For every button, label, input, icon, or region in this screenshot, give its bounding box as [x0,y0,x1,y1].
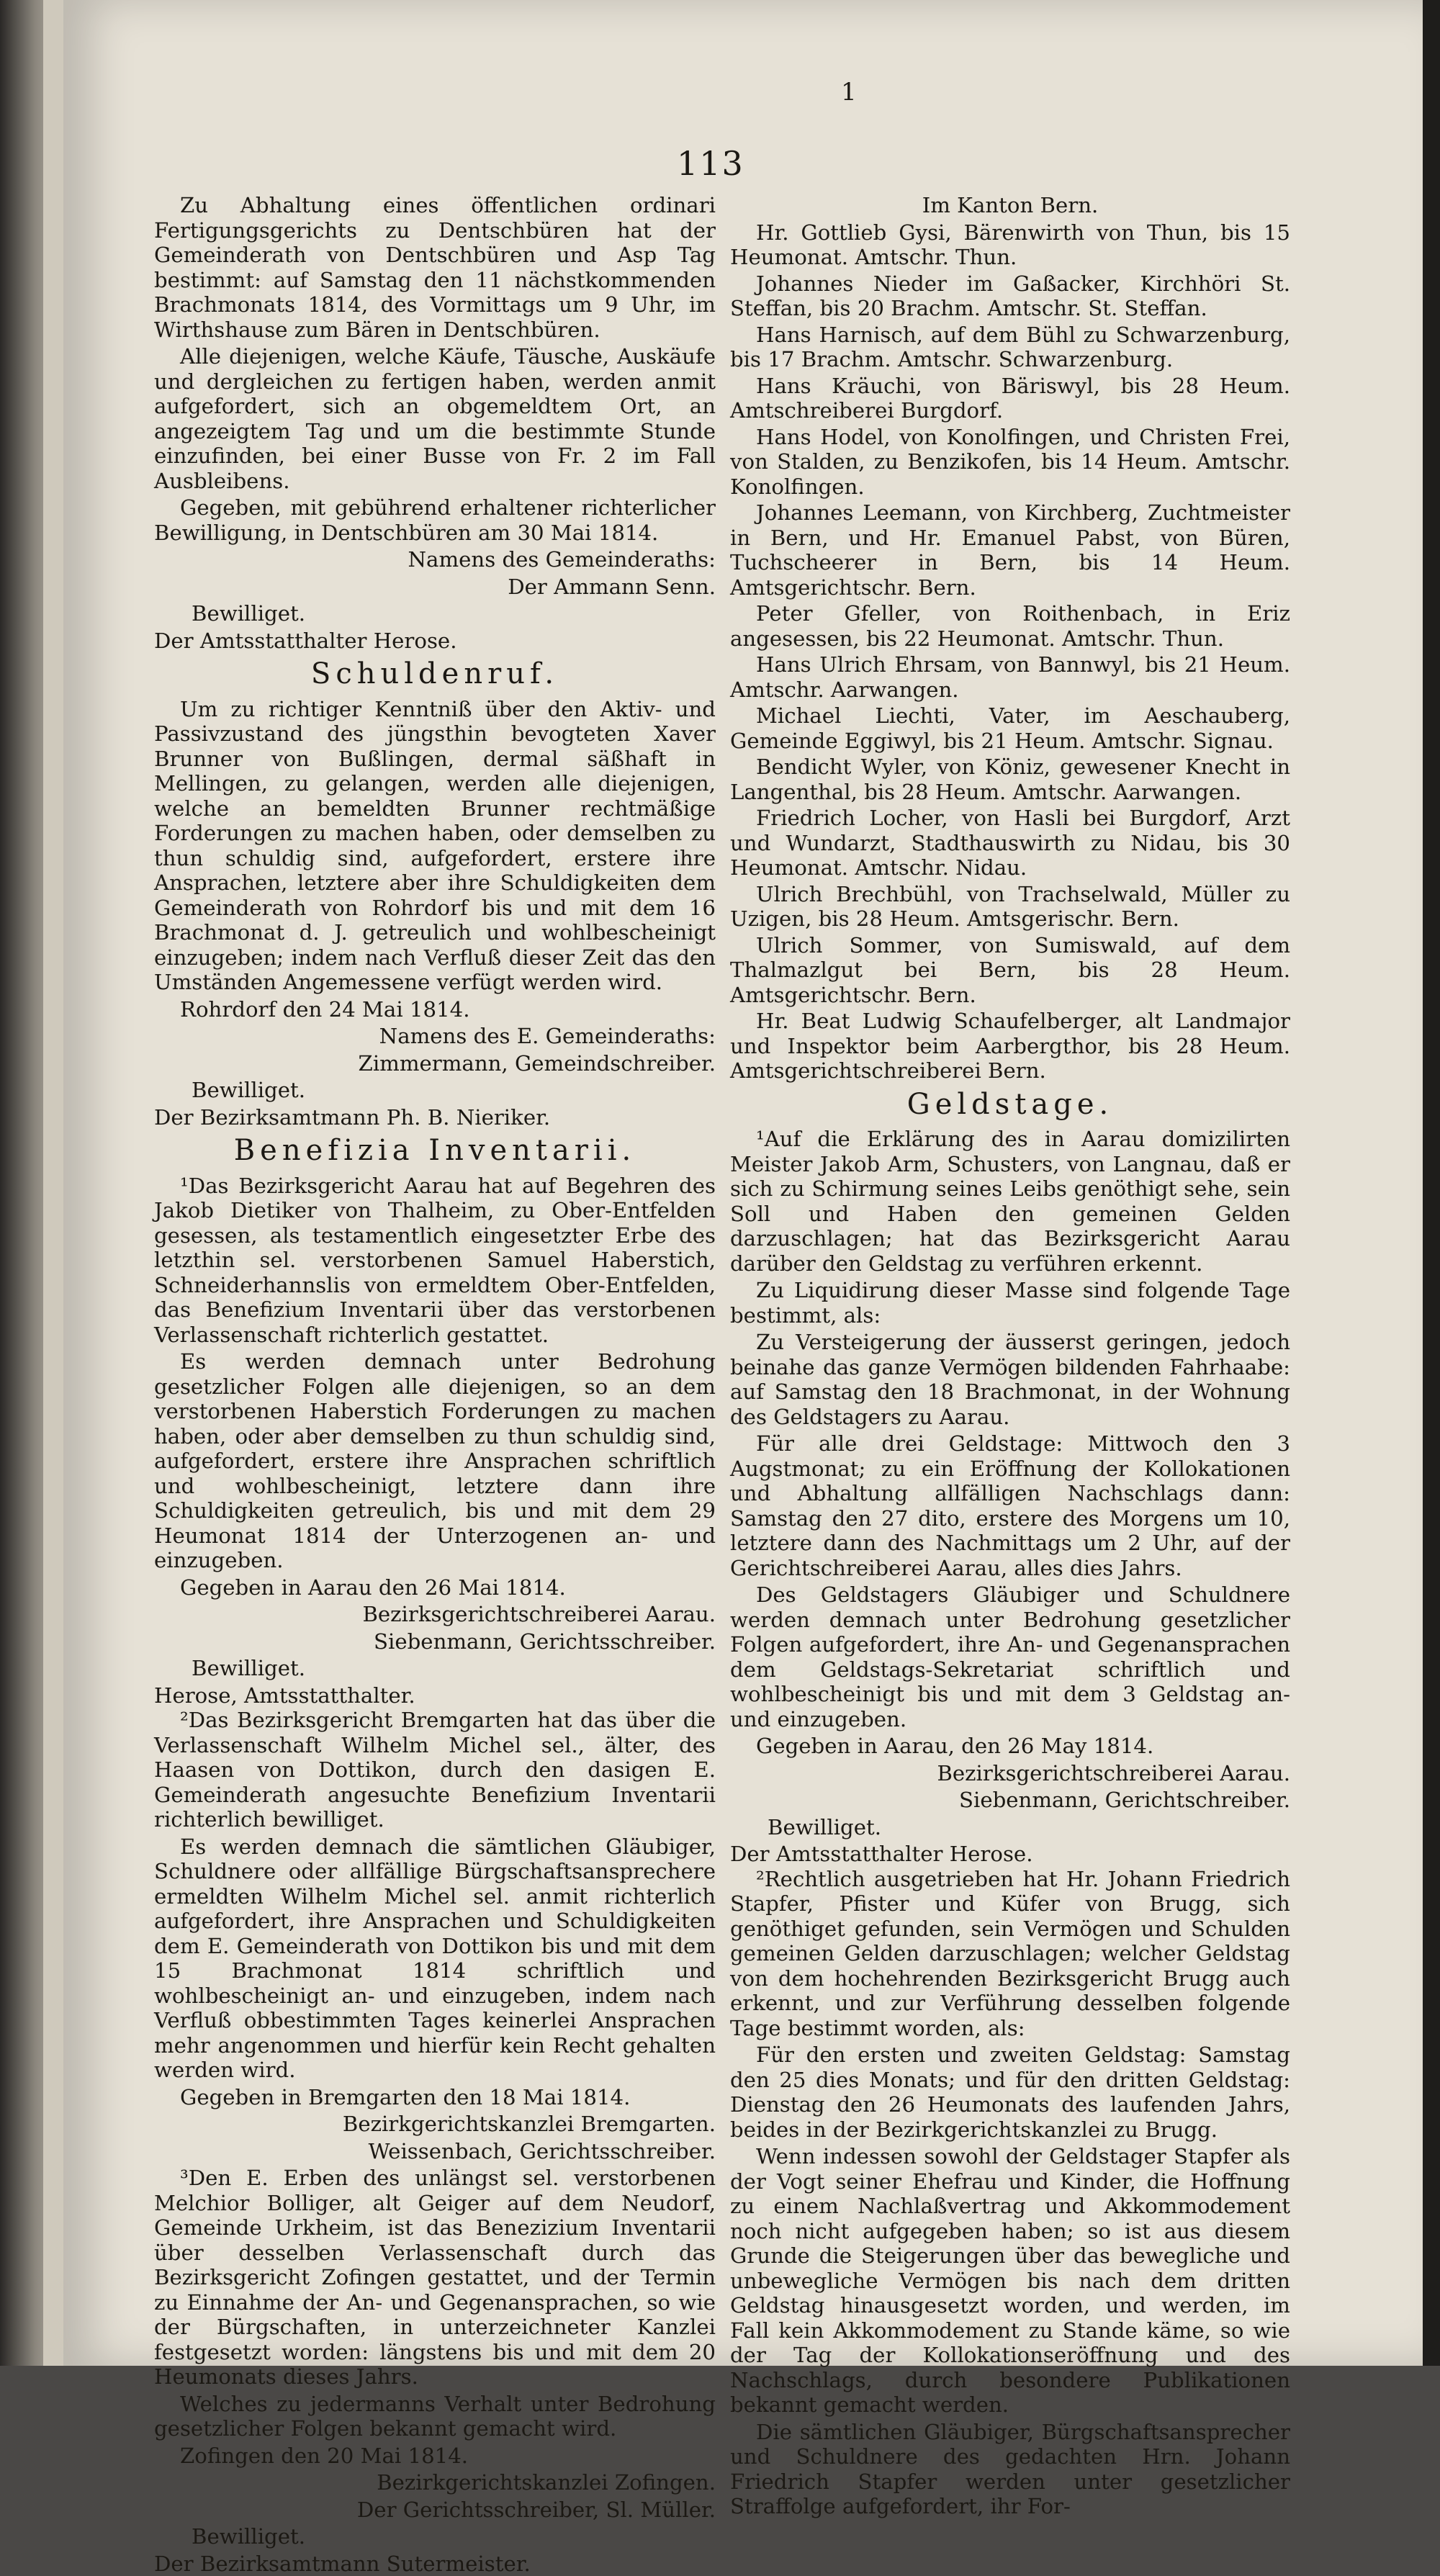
right-column [730,193,1290,2521]
signature-line: Der Ammann Senn. [154,575,716,600]
list-item: Hans Kräuchi, von Bäriswyl, bis 28 Heum. Amtschreiberei Burgdorf. [730,374,1290,423]
notice-paragraph: Zu Abhaltung eines öffentlichen ordinari Fertigungsgerichts zu Dentschbüren hat der Gemeinderath von Dentschbüren und Asp Tag bestimmt: auf Samstag den 11 nächstkommenden Brachmonats 1814, des Vormittags um 9 Uhr, im Wirthshause zum Bären in Dentschbüren. [154,193,716,342]
list-item: Friedrich Locher, von Hasli bei Burgdorf, Arzt und Wundarzt, Stadthauswirth zu Nidau, bis 30 Heumonat. Amtschr. Nidau. [730,806,1290,881]
signature-line: Bezirksgerichtschreiberei Aarau. [154,1602,716,1627]
official-line: Der Amtsstatthalter Herose. [154,629,716,654]
top-mark: 1 [841,78,857,107]
list-item: Hr. Gottlieb Gysi, Bärenwirth von Thun, bis 15 Heumonat. Amtschr. Thun. [730,220,1290,270]
notice-paragraph: ²Rechtlich ausgetrieben hat Hr. Johann Friedrich Stapfer, Pfister und Küfer von Brugg, sich genöthiget gefunden, sein Vermögen und Schulden gemeinen Gelden darzuschlagen; welcher Geldstag von dem hochehrenden Bezirksgericht Brugg auch erkennt, und zur Verführung desselben folgende Tage bestimmt worden, als: [730,1867,1290,2041]
notice-paragraph: Zu Versteigerung der äusserst geringen, jedoch beinahe das ganze Vermögen bildenden Fahrhaabe: auf Samstag den 18 Brachmonat, in der Wohnung des Geldstagers zu Aarau. [730,1330,1290,1429]
left-column [154,193,716,2576]
scan-right-edge [1423,0,1440,2366]
list-item: Michael Liechti, Vater, im Aeschauberg, Gemeinde Eggiwyl, bis 21 Heum. Amtschr. Signau. [730,703,1290,753]
list-item: Hans Ulrich Ehrsam, von Bannwyl, bis 21 Heum. Amtschr. Aarwangen. [730,652,1290,702]
notice-paragraph: Für alle drei Geldstage: Mittwoch den 3 Augstmonat; zu ein Eröffnung der Kollokationen und Abhaltung allfälligen Nachschlags dann: Samstag den 27 dito, erstere des Morgens um 10, letztere dann des Nachmittags um 2 Uhr, auf der Gerichtschreiberei Aarau, alles dies Jahrs. [730,1431,1290,1580]
signature-line: Bezirkgerichtskanzlei Bremgarten. [154,2112,716,2137]
page-number: 113 [677,144,744,183]
signature-line: Siebenmann, Gerichtschreiber. [730,1788,1290,1813]
notice-paragraph: ¹Das Bezirksgericht Aarau hat auf Begehren des Jakob Dietiker von Thalheim, zu Ober-Entfelden gesessen, als testamentlich eingesetzter Erbe des letzthin sel. verstorbenen Samuel Haberstich, Schneiderhannslis von ermeldtem Ober-Entfelden, das Benefizium Inventarii über das verstorbenen Verlassenschaft richterlich gestattet. [154,1174,716,1348]
signature-line: Bezirkgerichtskanzlei Zofingen. [154,2470,716,2495]
section-heading-schuldenruf: Schuldenruf. [154,662,716,687]
notice-given: Gegeben, mit gebührend erhaltener richterlicher Bewilligung, in Dentschbüren am 30 Mai 1814. [154,495,716,545]
signature-line: Der Gerichtsschreiber, Sl. Müller. [154,2498,716,2523]
list-item: Hans Harnisch, auf dem Bühl zu Schwarzenburg, bis 17 Brachm. Amtschr. Schwarzenburg. [730,323,1290,372]
official-line: Der Bezirksamtmann Ph. B. Nieriker. [154,1105,716,1130]
list-item: Peter Gfeller, von Roithenbach, in Eriz angesessen, bis 22 Heumonat. Amtschr. Thun. [730,601,1290,651]
list-item: Hans Hodel, von Konolfingen, und Christen Frei, von Stalden, zu Benzikofen, bis 14 Heum. Amtschr. Konolfingen. [730,425,1290,500]
signature-line: Zimmermann, Gemeindschreiber. [154,1051,716,1076]
bankrupt-list [730,220,1290,1084]
signature-line: Weissenbach, Gerichtsschreiber. [154,2139,716,2164]
list-item: Bendicht Wyler, von Köniz, gewesener Knecht in Langenthal, bis 28 Heum. Amtschr. Aarwangen. [730,755,1290,804]
list-item: Johannes Leemann, von Kirchberg, Zuchtmeister in Bern, und Hr. Emanuel Pabst, von Büren, Tuchscheerer in Bern, bis 14 Heum. Amtsgerichtschr. Bern. [730,500,1290,600]
section-heading-geldstage: Geldstage. [730,1092,1290,1117]
official-line: Herose, Amtsstatthalter. [154,1683,716,1708]
signature-line: Siebenmann, Gerichtsschreiber. [154,1629,716,1654]
notice-paragraph: ¹Auf die Erklärung des in Aarau domizilirten Meister Jakob Arm, Schusters, von Langnau, daß er sich zu Schirmung seines Leibs genöthigt sehe, sein Soll und Haben den gemeinen Gelden darzuschlagen; hat das Bezirksgericht Aarau darüber den Geldstag zu verführen erkennt. [730,1127,1290,1276]
notice-given: Gegeben in Aarau, den 26 May 1814. [730,1734,1290,1759]
approval-line: Bewilliget. [154,2524,716,2549]
list-item: Hr. Beat Ludwig Schaufelberger, alt Landmajor und Inspektor beim Aarbergthor, bis 28 Heum. Amtsgerichtschreiberei Bern. [730,1009,1290,1084]
section-heading-benefizia: Benefizia Inventarii. [154,1138,716,1163]
signature-line: Namens des E. Gemeinderaths: [154,1024,716,1049]
list-item: Johannes Nieder im Gaßacker, Kirchhöri St. Steffan, bis 20 Brachm. Amtschr. St. Steffan. [730,271,1290,321]
notice-paragraph: Zu Liquidirung dieser Masse sind folgende Tage bestimmt, als: [730,1278,1290,1328]
kanton-heading: Im Kanton Bern. [730,193,1290,218]
notice-paragraph: Die sämtlichen Gläubiger, Bürgschaftsansprecher und Schuldnere des gedachten Hrn. Johann Friedrich Stapfer werden unter gesetzlicher Straffolge aufgefordert, ihr For- [730,2420,1290,2519]
notice-paragraph: Um zu richtiger Kenntniß über den Aktiv- und Passivzustand des jüngsthin bevogteten Xaver Brunner von Bußlingen, dermal säßhaft in Mellingen, zu gelangen, werden alle diejenigen, welche an bemeldten Brunner rechtmäßige Forderungen zu machen haben, oder demselben zu thun schuldig sind, aufgefordert, erstere ihre Ansprachen, letztere aber ihre Schuldigkeiten dem Gemeinderath von Rohrdorf bis und mit dem 16 Brachmonat d. J. getreulich und wohlbescheinigt einzugeben; indem nach Verfluß dieser Zeit das den Umständen Angemessene verfügt werden wird. [154,697,716,995]
official-line: Der Amtsstatthalter Herose. [730,1842,1290,1867]
approval-line: Bewilliget. [154,1656,716,1681]
approval-line: Bewilliget. [730,1815,1290,1840]
approval-line: Bewilliget. [154,601,716,626]
notice-paragraph: Alle diejenigen, welche Käufe, Täusche, Auskäufe und dergleichen zu fertigen haben, werden anmit aufgefordert, sich an obgemeldtem Ort, an angezeigtem Tag und um die bestimmte Stunde einzufinden, bei einer Busse von Fr. 2 im Fall Ausbleibens. [154,344,716,493]
approval-line: Bewilliget. [154,1078,716,1103]
notice-paragraph: ²Das Bezirksgericht Bremgarten hat das über die Verlassenschaft Wilhelm Michel sel., älter, des Haasen von Dottikon, durch den dasigen E. Gemeinderath angesuchte Benefizium Inventarii richterlich bewilliget. [154,1708,716,1832]
list-item: Ulrich Sommer, von Sumiswald, auf dem Thalmazlgut bei Bern, bis 28 Heum. Amtsgerichtschr. Bern. [730,933,1290,1008]
notice-paragraph: Des Geldstagers Gläubiger und Schuldnere werden demnach unter Bedrohung gesetzlicher Folgen aufgefordert, ihre An- und Gegenansprachen dem Geldstags-Sekretariat schriftlich und wohlbescheinigt bis und mit dem 3 Geldstag an- und einzugeben. [730,1582,1290,1731]
official-line: Der Bezirksamtmann Sutermeister. [154,2552,716,2576]
notice-given: Rohrdorf den 24 Mai 1814. [154,997,716,1022]
list-item: Ulrich Brechbühl, von Trachselwald, Müller zu Uzigen, bis 28 Heum. Amtsgerischr. Bern. [730,882,1290,932]
notice-paragraph: Welches zu jedermanns Verhalt unter Bedrohung gesetzlicher Folgen bekannt gemacht wird. [154,2392,716,2441]
notice-paragraph: Für den ersten und zweiten Geldstag: Samstag den 25 dies Monats; und für den dritten Geldstag: Dienstag den 26 Heumonats des laufenden Jahrs, beides in der Bezirkgerichtskanzlei zu Brugg. [730,2043,1290,2142]
facing-page-strip [43,0,65,2366]
notice-paragraph: ³Den E. Erben des unlängst sel. verstorbenen Melchior Bolliger, alt Geiger auf dem Neudorf, Gemeinde Urkheim, ist das Benezizium Inventarii über desselben Verlassenschaft durch das Bezirksgericht Zofingen gestattet, und der Termin zu Einnahme der An- und Gegenansprachen, so wie der Bürgschaften, in unterzeichneter Kanzlei festgesetzt worden: längstens bis und mit dem 20 Heumonats dieses Jahrs. [154,2166,716,2390]
signature-line: Bezirksgerichtschreiberei Aarau. [730,1761,1290,1786]
notice-paragraph: Es werden demnach die sämtlichen Gläubiger, Schuldnere oder allfällige Bürgschaftsansprechere ermeldten Wilhelm Michel sel. anmit richterlich aufgefordert, ihre Ansprachen und Schuldigkeiten dem E. Gemeinderath von Dottikon bis und mit dem 15 Brachmonat 1814 schriftlich und wohlbescheinigt an- und einzugeben, indem nach Verfluß obbestimmten Tages keinerlei Ansprachen mehr angenommen und hierfür kein Recht gehalten werden wird. [154,1834,716,2083]
notice-given: Zofingen den 20 Mai 1814. [154,2444,716,2469]
notice-paragraph: Es werden demnach unter Bedrohung gesetzlicher Folgen alle diejenigen, so an dem verstorbenen Haberstich Forderungen zu machen haben, oder aber demselben zu thun schuldig sind, aufgefordert, erstere ihre Ansprachen schriftlich und wohlbescheinigt, letztere dann ihre Schuldigkeiten getreulich, bis und mit dem 29 Heumonat 1814 der Unterzogenen an- und einzugeben. [154,1349,716,1573]
notice-given: Gegeben in Bremgarten den 18 Mai 1814. [154,2085,716,2110]
signature-line: Namens des Gemeinderaths: [154,547,716,572]
notice-paragraph: Wenn indessen sowohl der Geldstager Stapfer als der Vogt seiner Ehefrau und Kinder, die Hoffnung zu einem Nachlaßvertrag und Akkommodement noch nicht aufgegeben haben; so ist aus diesem Grunde die Steigerungen über das bewegliche und unbewegliche Vermögen bis nach dem dritten Geldstag hinausgesetzt worden, und werden, im Fall kein Akkommodement zu Stande käme, so wie der Tag der Kollokationseröffnung und des Nachschlags, durch besondere Publikationen bekannt gemacht werden. [730,2144,1290,2418]
notice-given: Gegeben in Aarau den 26 Mai 1814. [154,1575,716,1600]
